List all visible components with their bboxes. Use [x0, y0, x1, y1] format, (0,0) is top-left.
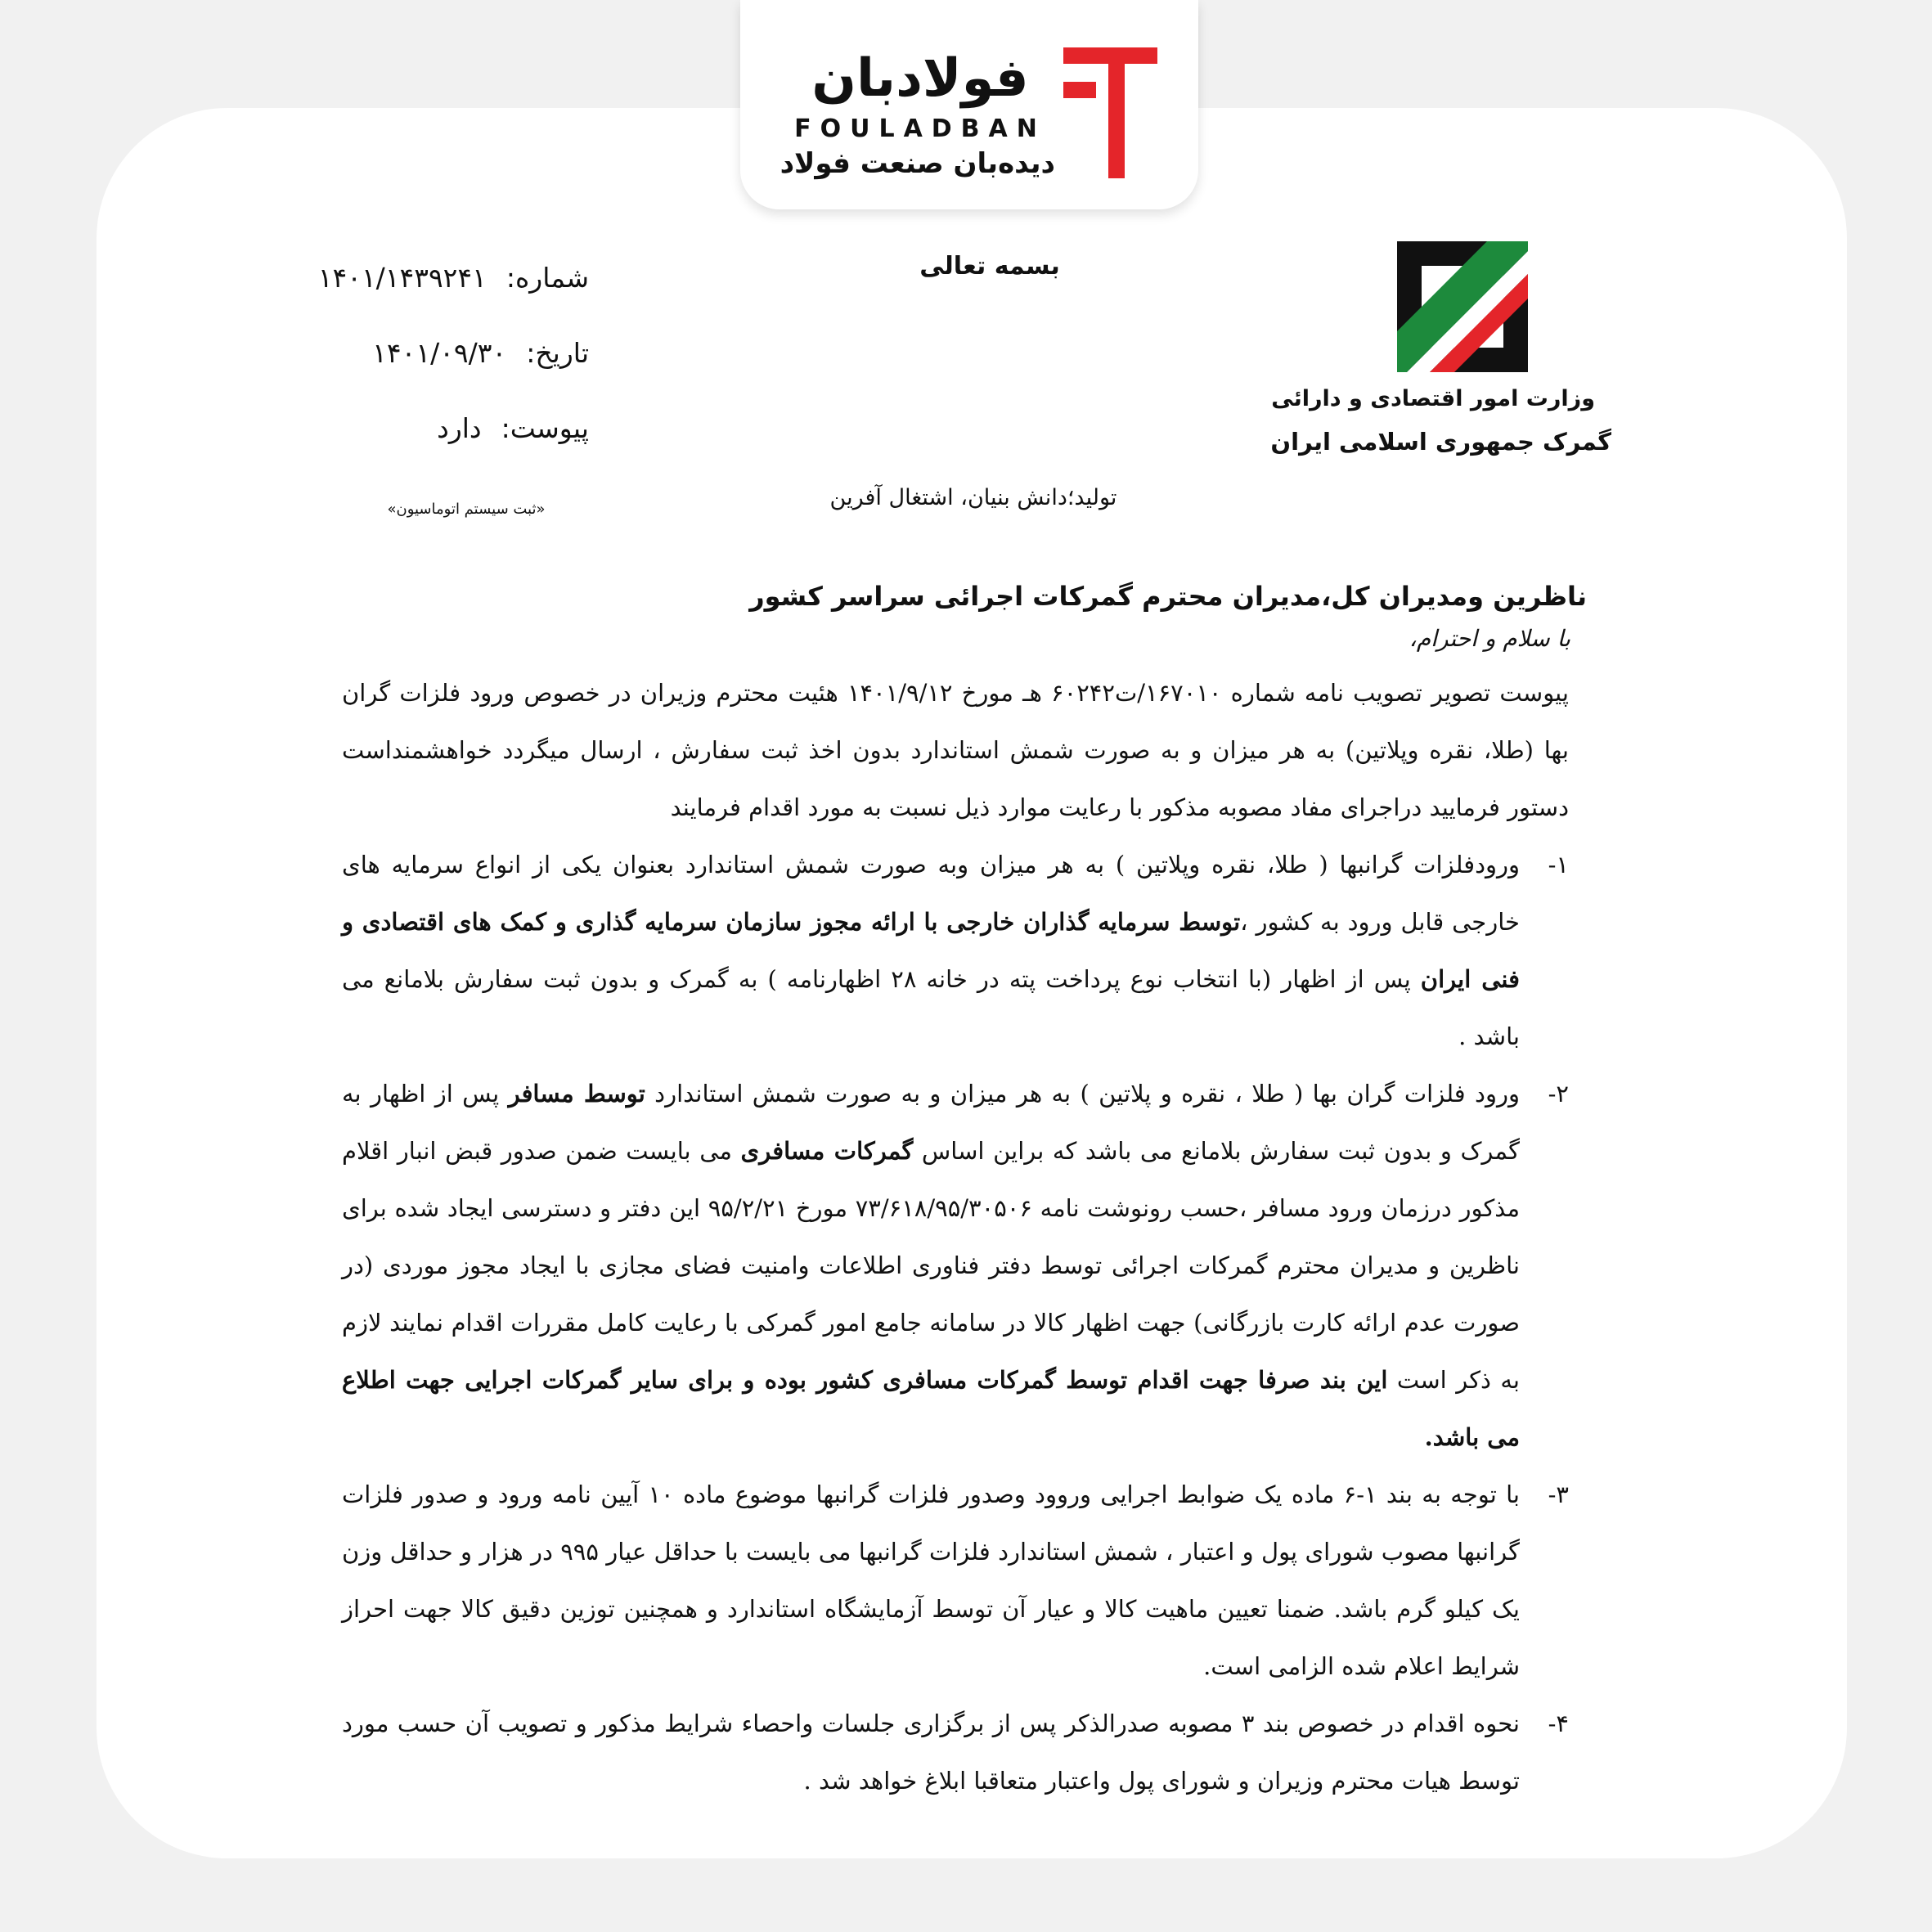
customs-emblem-icon [1397, 241, 1528, 372]
list-item [342, 1466, 1569, 1695]
bismillah: بسمه تعالی [919, 252, 1060, 281]
item-number: ۴- [1548, 1710, 1569, 1737]
attachment-label: پیوست: [501, 412, 589, 444]
letter-attachment [278, 406, 589, 452]
letterhead-motto: تولید؛دانش بنیان، اشتغال آفرین [829, 485, 1117, 510]
date-label: تاریخ: [526, 337, 589, 369]
brand-tagline: دیده‌بان صنعت فولاد [780, 147, 1055, 180]
item-number: ۲- [1548, 1080, 1569, 1108]
list-item [342, 1065, 1569, 1466]
item-number: ۳- [1548, 1480, 1569, 1508]
item-2-text-bold-c: این بند صرفا جهت اقدام توسط گمرکات مسافری کشور بوده و برای سایر گمرکات اجرایی جهت اطلاع می باشد. [342, 1366, 1520, 1451]
ministry-name: وزارت امور اقتصادی و دارائی [1271, 386, 1595, 411]
letter-date [278, 330, 589, 376]
letter-body [342, 664, 1569, 1801]
date-value: ۱۴۰۱/۰۹/۳۰ [372, 337, 507, 369]
item-2-text-a: ورود فلزات گران بها ( طلا ، نقره و پلاتین ) به هر میزان و به صورت شمش استاندارد [645, 1080, 1520, 1108]
item-2-text-c: می بایست ضمن صدور قبض انبار اقلام مذکور درزمان ورود مسافر ،حسب رونوشت نامه ۷۳/۶۱۸/۹۵/۳۰۵۰۶ مورخ ۹۵/۲/۲۱ این دفتر و دسترسی ایجاد شده برای ناظرین و مدیران محترم گمرکات اجرائی توسط دفتر فناوری اطلاعات وامنیت فضای مجازی با ایجاد مجوز موردی (در صورت عدم ارائه کارت بازرگانی) جهت اظهار کالا در سامانه جامع امور گمرکی با رعایت کامل مقررات اقدام نمایند لازم به ذکر است [342, 1137, 1521, 1394]
logo-stem [1108, 47, 1125, 178]
brand-wordmark-fa: فولادبان [811, 48, 1029, 109]
addressee: ناظرین ومدیران کل،مدیران محترم گمرکات اجرائی سراسر کشور [749, 581, 1587, 612]
item-2-text-bold-b: گمرکات مسافری [740, 1137, 914, 1165]
list-item [342, 836, 1569, 1065]
item-text: نحوه اقدام در خصوص بند ۳ مصوبه صدرالذکر پس از برگزاری جلسات واحصاء شرایط مذکور و تصویب آن حسب مورد توسط هیات محترم وزیران و شورای پول واعتبار متعاقبا ابلاغ خواهد شد . [342, 1710, 1520, 1795]
item-number: ۱- [1548, 851, 1569, 878]
customs-name: گمرک جمهوری اسلامی ایران [1270, 428, 1611, 456]
item-2-text-bold-a: توسط مسافر [508, 1080, 645, 1108]
list-item [342, 1695, 1569, 1809]
number-value: ۱۴۰۱/۱۴۳۹۲۴۱ [317, 262, 487, 294]
item-2-text-b: پس از اظهار به گمرک و بدون ثبت سفارش بلامانع می باشد که براین اساس [342, 1080, 1520, 1165]
item-1-text-b: پس از اظهار (با انتخاب نوع پرداخت پته در خانه ۲۸ اظهارنامه ) به گمرک و بدون ثبت سفارش بلامانع می باشد . [342, 965, 1520, 1050]
item-1-text-bold: توسط سرمایه گذاران خارجی با ارائه مجوز سازمان سرمایه گذاری و کمک های اقتصادی و فنی ایران [342, 908, 1520, 993]
number-label: شماره: [505, 262, 589, 294]
item-text: با توجه به بند ۱-۶ ماده یک ضوابط اجرایی وروود وصدور فلزات گرانبها موضوع ماده ۱۰ آیین نامه ورود و صدور فلزات گرانبها مصوب شورای پول و اعتبار ، شمش استاندارد فلزات گرانبها می بایست با حداقل عیار ۹۹۵ در هزار و حداقل وزن یک کیلو گرم باشد. ضمنا تعیین ماهیت کالا و عیار آن توسط آزمایشگاه استاندارد و همچنین توزین دقیق کالا جهت احراز شرایط اعلام شده الزامی است. [342, 1480, 1520, 1680]
letter-number [278, 255, 589, 301]
brand-wordmark-en: FOULADBAN [794, 115, 1046, 143]
item-1-text-a: ورودفلزات گرانبها ( طلا، نقره وپلاتین ) به هر میزان وبه صورت شمش استاندارد بعنوان یکی از انواع سرمایه های خارجی قابل ورود به کشور ، [342, 851, 1520, 936]
attachment-value: دارد [437, 412, 482, 444]
logo-side-bar [1063, 82, 1096, 98]
intro-paragraph: پیوست تصویر تصویب نامه شماره ۱۶۷۰۱۰/ت۶۰۲۴۲ هـ مورخ ۱۴۰۱/۹/۱۲ هئیت محترم وزیران در خصوص ورود فلزات گران بها (طلا، نقره وپلاتین) به هر میزان و به صورت شمش استاندارد بدون اخذ ثبت سفارش ، ارسال میگردد خواهشمنداست دستور فرمایید دراجرای مفاد مصوبه مذکور با رعایت موارد ذیل نسبت به مورد اقدام فرمایند [342, 679, 1569, 821]
system-note: «ثبت سیستم اتوماسیون» [387, 501, 546, 518]
item-text [342, 1065, 1520, 1466]
item-text [342, 836, 1520, 1065]
greeting: با سلام و احترام، [1409, 625, 1570, 652]
